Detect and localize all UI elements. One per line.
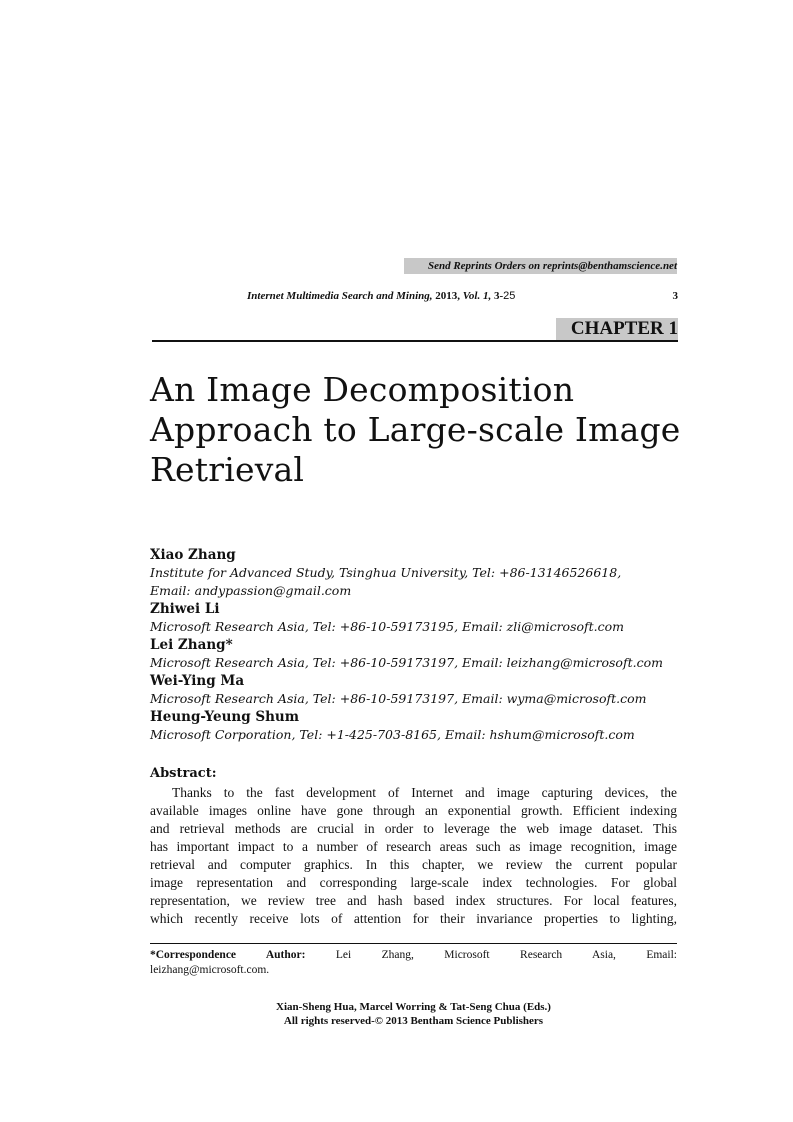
- abstract-line: Thanks to the fast development of Internet and image capturing devices, the: [172, 785, 677, 800]
- author-affiliation: Microsoft Research Asia, Tel: +86-10-59173197, Email: wyma@microsoft.com: [150, 691, 647, 706]
- chapter-label: CHAPTER 1: [556, 318, 678, 340]
- abstract-line: available images online have gone through an exponential growth. Efficient indexing: [150, 803, 677, 818]
- author-affiliation: Email: andypassion@gmail.com: [150, 583, 352, 598]
- author-name: Xiao Zhang: [150, 547, 236, 563]
- author-affiliation: Microsoft Research Asia, Tel: +86-10-59173197, Email: leizhang@microsoft.com: [150, 655, 663, 670]
- journal-volume: Vol. 1,: [462, 290, 492, 302]
- journal-year: 2013,: [435, 290, 461, 302]
- page-number: 3: [672, 290, 678, 302]
- footnote-label: *Correspondence Author:: [150, 949, 306, 961]
- header-rule: [152, 340, 678, 342]
- abstract-line: representation, we review tree and hash based index structures. For local features,: [150, 893, 677, 908]
- title-line: Approach to Large-scale Image: [150, 410, 681, 449]
- abstract-heading: Abstract:: [150, 766, 217, 781]
- author-name: Zhiwei Li: [150, 601, 220, 617]
- abstract-line: which recently receive lots of attention for their invariance properties to lighting,: [150, 911, 677, 926]
- footnote-contact: Lei Zhang, Microsoft Research Asia, Email:: [335, 949, 678, 961]
- footnote-line: [150, 948, 677, 963]
- abstract-body: [150, 784, 677, 928]
- author-affiliation: Microsoft Corporation, Tel: +1-425-703-8165, Email: hshum@microsoft.com: [150, 727, 635, 742]
- footnote-rule: [150, 943, 677, 944]
- abstract-line: has important impact to a number of research areas such as image recognition, image: [150, 839, 677, 854]
- abstract-line: image representation and corresponding large-scale index technologies. For global: [150, 875, 677, 890]
- title-line: Retrieval: [150, 450, 305, 489]
- copyright-line: All rights reserved-© 2013 Bentham Science Publishers: [283, 1015, 544, 1027]
- author-affiliation: Institute for Advanced Study, Tsinghua University, Tel: +86-13146526618,: [150, 565, 622, 580]
- editors-line: Xian-Sheng Hua, Marcel Worring & Tat-Seng Chua (Eds.): [276, 1001, 551, 1013]
- author-affiliation: Microsoft Research Asia, Tel: +86-10-59173195, Email: zli@microsoft.com: [150, 619, 625, 634]
- reprint-notice: Send Reprints Orders on reprints@benthamscience.net: [404, 258, 677, 274]
- editors-credit: [150, 1000, 677, 1028]
- journal-title: Internet Multimedia Search and Mining,: [247, 290, 433, 302]
- abstract-line: retrieval and computer graphics. In this chapter, we review the current popular: [150, 857, 677, 872]
- journal-pages-end: 25: [503, 290, 516, 302]
- chapter-title: [150, 370, 710, 490]
- author-name: Wei-Ying Ma: [150, 673, 245, 689]
- footnote-email: leizhang@microsoft.com.: [150, 964, 270, 976]
- correspondence-footnote: [150, 948, 677, 978]
- journal-citation: [247, 290, 515, 302]
- author-list: [150, 546, 690, 744]
- journal-pages-start: 3-: [493, 290, 504, 302]
- author-name: Lei Zhang*: [150, 637, 233, 653]
- author-name: Heung-Yeung Shum: [150, 709, 300, 725]
- title-line: An Image Decomposition: [150, 370, 575, 409]
- abstract-line: and retrieval methods are crucial in order to leverage the web image dataset. This: [150, 821, 677, 836]
